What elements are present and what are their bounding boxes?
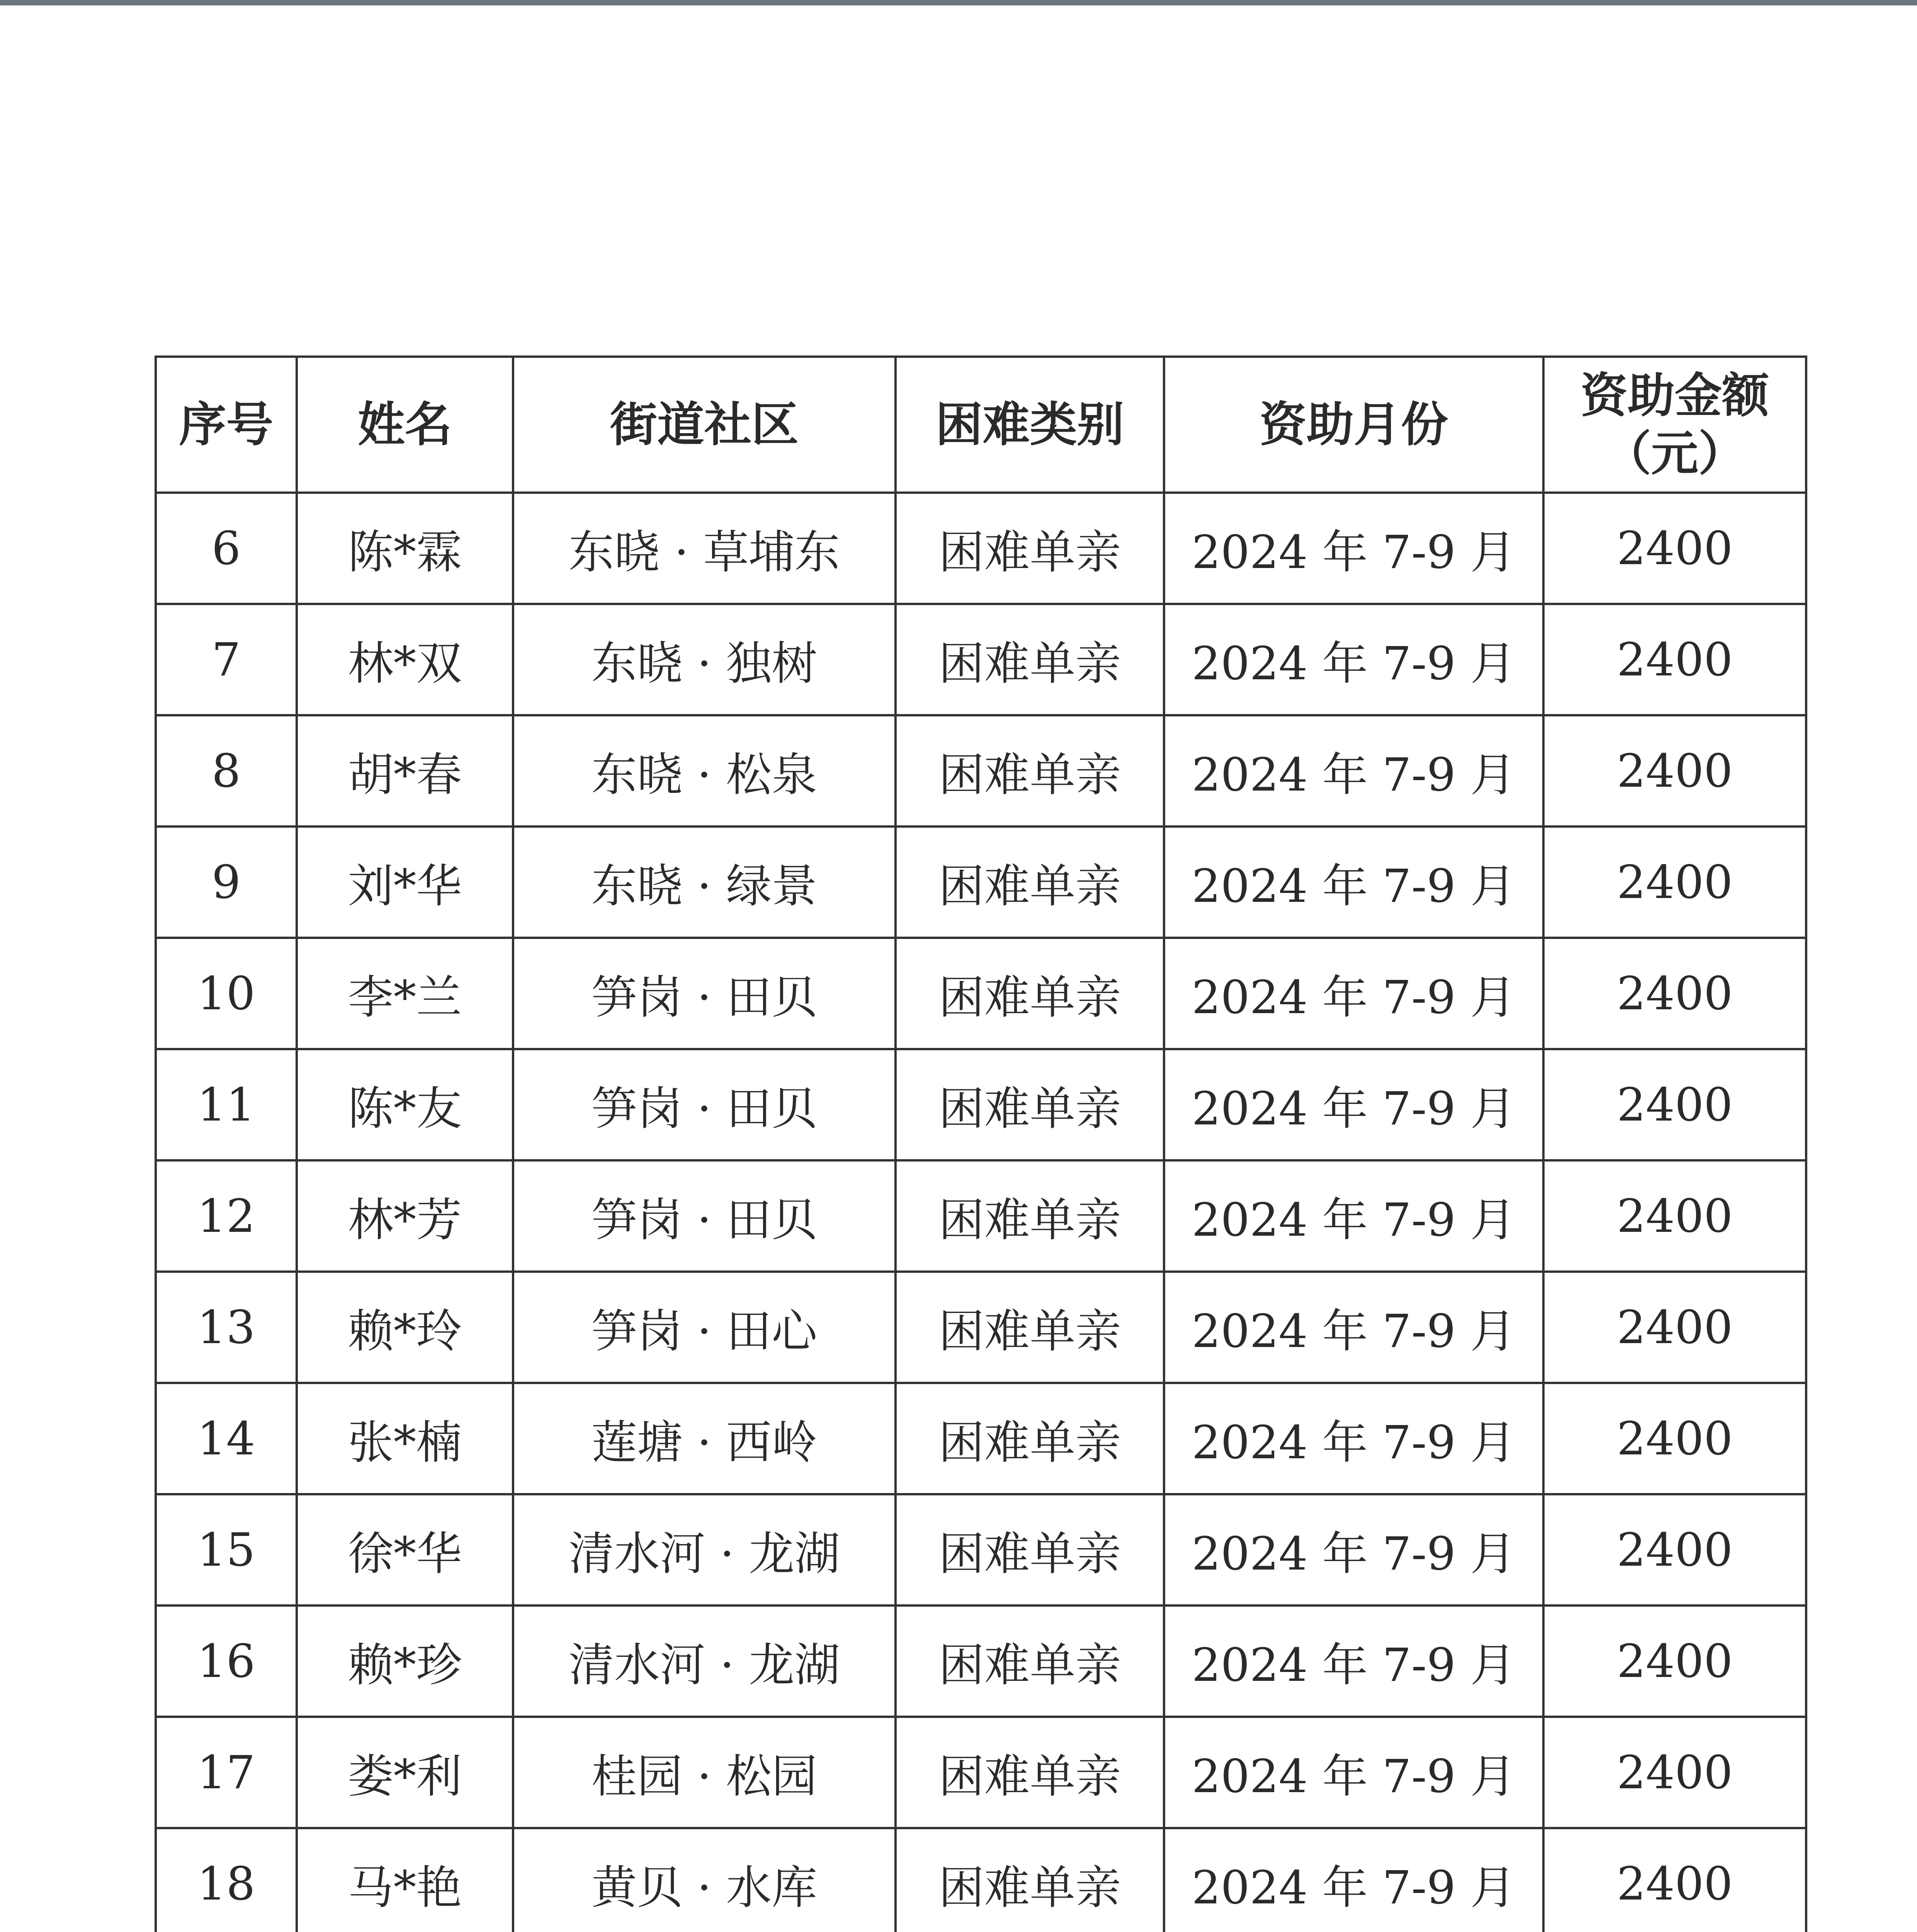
cell-area: 笋岗 · 田贝 [513,1049,896,1160]
cell-amount: 2400 [1543,1383,1806,1494]
cell-name: 林*芳 [297,1160,513,1272]
header-area: 街道社区 [513,357,896,493]
table-row [156,1272,1806,1383]
cell-name: 赖*玲 [297,1272,513,1383]
cell-no: 16 [156,1605,297,1717]
table-row [156,1828,1806,1932]
cell-month: 2024 年 7-9 月 [1164,1272,1543,1383]
table-row [156,1717,1806,1828]
table-row [156,1383,1806,1494]
cell-no: 6 [156,493,297,604]
cell-amount: 2400 [1543,1494,1806,1605]
cell-amount: 2400 [1543,938,1806,1049]
cell-month: 2024 年 7-9 月 [1164,1717,1543,1828]
cell-name: 赖*珍 [297,1605,513,1717]
cell-amount: 2400 [1543,1160,1806,1272]
cell-name: 娄*利 [297,1717,513,1828]
cell-area: 东晓 · 独树 [513,604,896,715]
cell-type: 困难单亲 [896,1383,1164,1494]
cell-area: 黄贝 · 水库 [513,1828,896,1932]
header-no: 序号 [156,357,297,493]
cell-type: 困难单亲 [896,1272,1164,1383]
cell-area: 东晓 · 草埔东 [513,493,896,604]
cell-type: 困难单亲 [896,1049,1164,1160]
cell-name: 徐*华 [297,1494,513,1605]
cell-area: 清水河 · 龙湖 [513,1494,896,1605]
cell-no: 11 [156,1049,297,1160]
cell-area: 桂园 · 松园 [513,1717,896,1828]
header-amount [1543,357,1806,493]
cell-type: 困难单亲 [896,1160,1164,1272]
cell-no: 15 [156,1494,297,1605]
table-row [156,493,1806,604]
cell-area: 东晓 · 绿景 [513,827,896,938]
cell-name: 刘*华 [297,827,513,938]
cell-month: 2024 年 7-9 月 [1164,1494,1543,1605]
cell-area: 清水河 · 龙湖 [513,1605,896,1717]
cell-no: 14 [156,1383,297,1494]
cell-name: 林*双 [297,604,513,715]
cell-type: 困难单亲 [896,938,1164,1049]
table-row [156,715,1806,827]
cell-amount: 2400 [1543,1049,1806,1160]
cell-month: 2024 年 7-9 月 [1164,715,1543,827]
table-row [156,604,1806,715]
cell-amount: 2400 [1543,715,1806,827]
cell-month: 2024 年 7-9 月 [1164,1160,1543,1272]
cell-type: 困难单亲 [896,1717,1164,1828]
table-row [156,827,1806,938]
cell-area: 莲塘 · 西岭 [513,1383,896,1494]
cell-month: 2024 年 7-9 月 [1164,1383,1543,1494]
cell-type: 困难单亲 [896,1605,1164,1717]
cell-month: 2024 年 7-9 月 [1164,827,1543,938]
cell-month: 2024 年 7-9 月 [1164,493,1543,604]
table-row [156,1605,1806,1717]
cell-name: 马*艳 [297,1828,513,1932]
cell-name: 胡*春 [297,715,513,827]
cell-no: 13 [156,1272,297,1383]
cell-no: 7 [156,604,297,715]
header-month: 资助月份 [1164,357,1543,493]
cell-amount: 2400 [1543,493,1806,604]
cell-area: 笋岗 · 田心 [513,1272,896,1383]
table-row [156,938,1806,1049]
header-amount-line1: 资助金额 [1581,368,1769,423]
cell-amount: 2400 [1543,604,1806,715]
cell-no: 10 [156,938,297,1049]
cell-name: 李*兰 [297,938,513,1049]
cell-type: 困难单亲 [896,1828,1164,1932]
cell-type: 困难单亲 [896,604,1164,715]
cell-type: 困难单亲 [896,493,1164,604]
cell-type: 困难单亲 [896,715,1164,827]
cell-amount: 2400 [1543,1272,1806,1383]
table-row [156,1160,1806,1272]
table-row [156,1049,1806,1160]
cell-month: 2024 年 7-9 月 [1164,1049,1543,1160]
cell-amount: 2400 [1543,827,1806,938]
cell-type: 困难单亲 [896,1494,1164,1605]
header-name: 姓名 [297,357,513,493]
cell-amount: 2400 [1543,1828,1806,1932]
assistance-table [155,355,1807,1932]
cell-type: 困难单亲 [896,827,1164,938]
table-row [156,1494,1806,1605]
cell-name: 张*楠 [297,1383,513,1494]
cell-amount: 2400 [1543,1717,1806,1828]
cell-month: 2024 年 7-9 月 [1164,604,1543,715]
page-top-edge [0,0,1917,5]
cell-month: 2024 年 7-9 月 [1164,938,1543,1049]
cell-month: 2024 年 7-9 月 [1164,1605,1543,1717]
cell-amount: 2400 [1543,1605,1806,1717]
cell-no: 18 [156,1828,297,1932]
table-header-row [156,357,1806,493]
cell-month: 2024 年 7-9 月 [1164,1828,1543,1932]
cell-area: 笋岗 · 田贝 [513,1160,896,1272]
cell-no: 9 [156,827,297,938]
cell-no: 8 [156,715,297,827]
cell-name: 陈*友 [297,1049,513,1160]
cell-no: 12 [156,1160,297,1272]
header-amount-line2: （元） [1604,426,1745,481]
header-type: 困难类别 [896,357,1164,493]
cell-name: 陈*霖 [297,493,513,604]
cell-area: 东晓 · 松泉 [513,715,896,827]
cell-area: 笋岗 · 田贝 [513,938,896,1049]
cell-no: 17 [156,1717,297,1828]
